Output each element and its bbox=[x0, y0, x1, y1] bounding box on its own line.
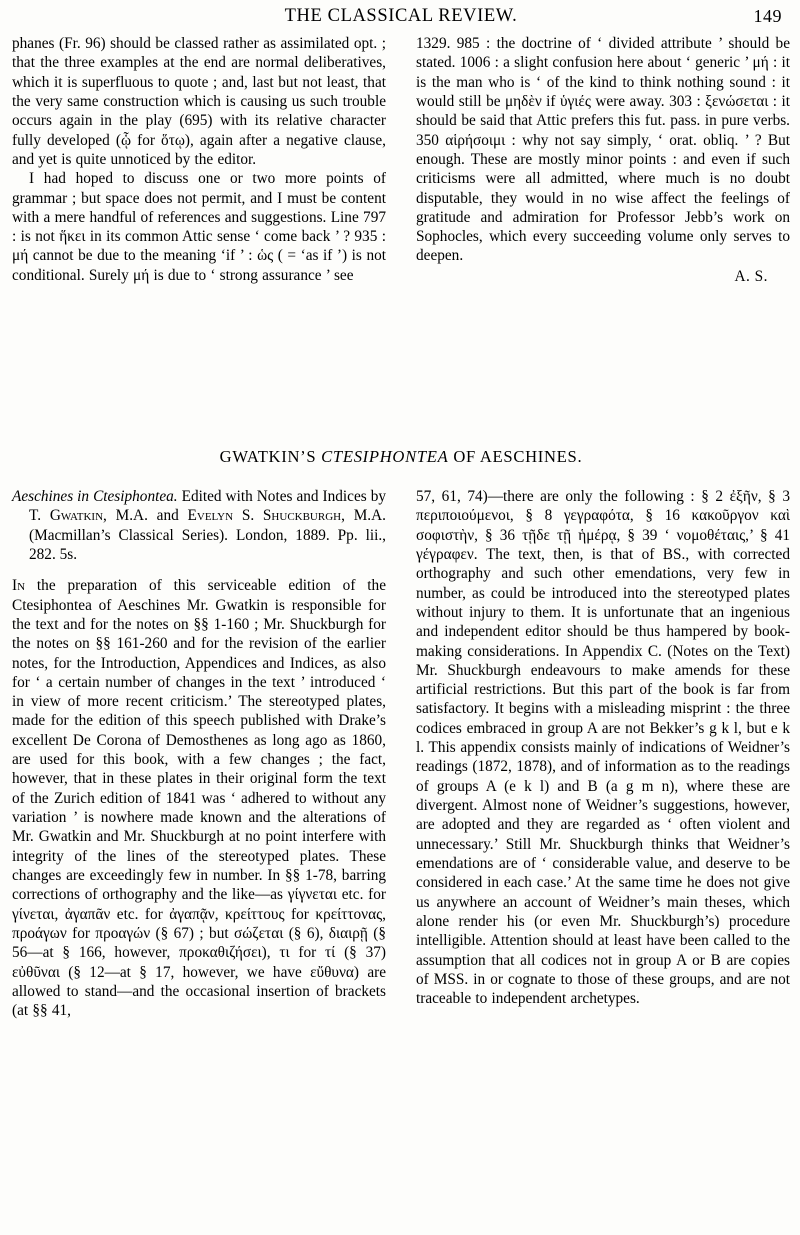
paragraph-continued: phanes (Fr. 96) should be classed rather as assimilated opt. ; that the three examples at the end are normal deliberatives, which it is superfluous to quote ; and, last but not least, that the very same construction which is causing us such trouble occurs again in the play (695) with its relative character fully developed (ᾧ for ὅτῳ), again after a negative clause, and yet is quite unnoticed by the editor. bbox=[12, 35, 386, 168]
article-one-columns bbox=[12, 34, 790, 286]
article-two-columns bbox=[12, 487, 790, 1020]
heading-part-before: GWATKIN’S bbox=[219, 447, 322, 466]
article-two-right-column bbox=[416, 487, 790, 1020]
heading-work-title: CTESIPHONTEA bbox=[321, 447, 449, 466]
article-one-left-column bbox=[12, 34, 386, 286]
article-signature: A. S. bbox=[734, 267, 768, 285]
citation-text-2: , M.A. and bbox=[103, 507, 188, 525]
citation-author-gwatkin: Gwatkin bbox=[49, 507, 104, 525]
review-body-left-text: the preparation of this serviceable edition of the Ctesiphontea of Aeschines Mr. Gwatkin is responsible for the text and for the notes on §§ 1-160 ; Mr. Shuckburgh for the notes on §§ 161-260 and for the revision of the earlier notes, for the Introduction, Appendices and Indices, as also for ‘ a certain number of changes in the text ’ introduced ‘ in view of more recent criticism.’ The stereotyped plates, made for the edition of this speech published with Drake’s excellent De Corona of Demosthenes as long ago as 1860, are used for this book, with a few changes ; the fact, however, that in these plates in their original form the text of the Zurich edition of 1841 was ‘ adhered to without any variation ’ is nowhere made known and the alterations of Mr. Gwatkin and Mr. Shuckburgh at no point interfere with integrity of the lines of the stereotyped plates. These changes are exceedingly few in number. In §§ 1-78, barring corrections of orthography and the like—as γίγνεται etc. for γίνεται, ἀγαπᾶν etc. for ἀγαπᾷν, κρείττους for κρείττονας, προάγων for προαγών (§ 67) ; but σώζεται (§ 6), διαιρῇ (§ 56—at § 166, however, προκαθιζήσει), τι for τί (§ 37) εὐθῦναι (§ 12—at § 17, however, we have εὔθυνα) are allowed to stand—and the occasional insertion of brackets (at §§ 41, bbox=[12, 577, 386, 1020]
heading-part-after: OF AESCHINES. bbox=[448, 447, 583, 466]
paragraph-continued: 1329. 985 : the doctrine of ‘ divided attribute ’ should be stated. 1006 : a slight confusion here about ‘ generic ’ μή : it is the man who is ‘ of the kind to think nothing sound : it would still be μηδὲν if ὑγιές were away. 303 : ξενώσεται : it should be said that Attic prefers this fut. pass. in pure verbs. 350 αἱρήσοιμι : why not say simply, ‘ orat. obliq. ’ ? But enough. These are mostly minor points : and even if such criticisms were all admitted, where much is no doubt disputable, they would in no wise affect the feelings of gratitude and admiration for Professor Jebb’s work on Sophocles, which every succeeding volume only serves to deepen. bbox=[416, 35, 790, 265]
citation-title: Aeschines in Ctesiphontea. bbox=[12, 488, 178, 505]
running-head bbox=[12, 6, 790, 30]
citation-text-1: Edited with Notes and Indices by T. bbox=[29, 488, 386, 525]
page-number: 149 bbox=[753, 6, 782, 26]
book-citation bbox=[12, 487, 386, 564]
article-two-heading bbox=[12, 447, 790, 467]
article-one-right-column bbox=[416, 34, 790, 286]
citation-author-shuckburgh: Evelyn S. Shuckburgh bbox=[187, 507, 342, 525]
citation-text-3: , M.A. (Macmillan’s Classical Series). London, 1889. Pp. lii., 282. 5s. bbox=[29, 507, 386, 563]
journal-title: THE CLASSICAL REVIEW. bbox=[284, 6, 518, 26]
lead-word: In bbox=[12, 577, 26, 595]
article-two-left-column bbox=[12, 487, 386, 1020]
paragraph: I had hoped to discuss one or two more points of grammar ; but space does not permit, and I must be content with a mere handful of references and suggestions. Line 797 : is not ἥκει in its common Attic sense ‘ come back ’ ? 935 : μή cannot be due to the meaning ‘if ’ : ὡς ( = ‘as if ’) is not conditional. Surely μή is due to ‘ strong assurance ’ see bbox=[12, 170, 386, 284]
review-body-left bbox=[12, 576, 386, 1020]
review-body-right: 57, 61, 74)—there are only the following : § 2 ἐξῆν, § 3 περιποιούμενοι, § 8 γεγραφότα, § 16 κακοῦργον καὶ σοφιστὴν, § 36 τῇδε τῇ ἡμέρᾳ, § 39 ‘ νομοθέταις,’ § 41 γέγραφεν. The text, then, is that of BS., with corrected orthography and such other emendations, very few in number, as could be introduced into the stereotyped plates without injury to them. It is unfortunate that an ingenious and independent editor should be thus hampered by book-making considerations. In Appendix C. (Notes on the Text) Mr. Shuckburgh endeavours to make amends for these artificial restrictions. But this part of the book is far from satisfactory. It begins with a misleading misprint : the three codices embraced in group A are not Bekker’s g k l, but e k l. This appendix consists mainly of indications of Weidner’s readings (1872, 1878), and of information as to the readings of groups A (e k l) and B (a g m n), where these are divergent. Almost none of Weidner’s suggestions, however, are adopted and they are regarded as ‘ often violent and unnecessary.’ Still Mr. Shuckburgh thinks that Weidner’s emendations are of ‘ considerable value, and deserve to be considered in each case.’ At the same time he does not give us anywhere an account of Weidner’s main theses, which alone render his (or even Mr. Shuckburgh’s) procedure intelligible. Attention should at least have been called to the assumption that all codices not in group A or B are copies of MSS. in or cognate to those of these groups, and are not traceable to independent archetypes. bbox=[416, 488, 790, 1008]
